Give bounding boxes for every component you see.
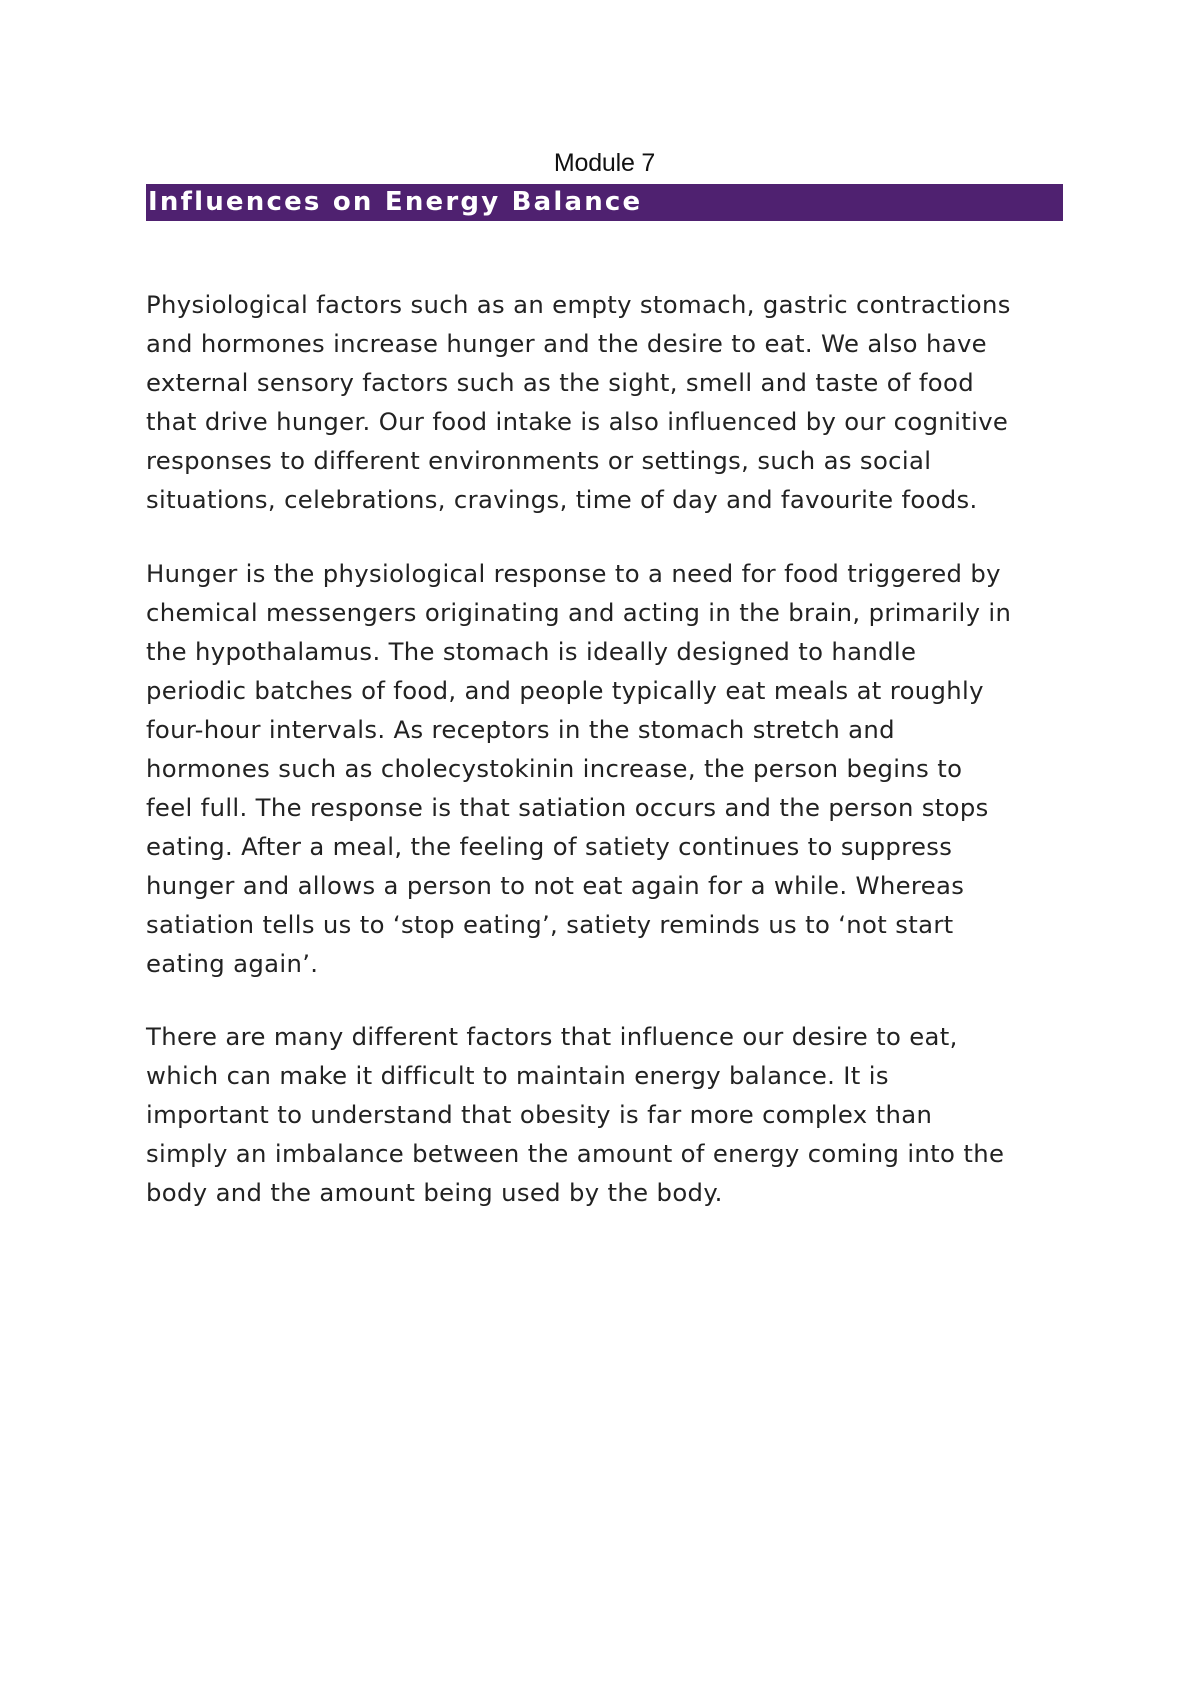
paragraph-line: Physiological factors such as an empty stomach, gastric contractions (146, 290, 1011, 319)
paragraph-line: important to understand that obesity is far more complex than (146, 1100, 933, 1129)
paragraph-line: the hypothalamus. The stomach is ideally designed to handle (146, 637, 917, 666)
paragraph-line: four-hour intervals. As receptors in the stomach stretch and (146, 715, 895, 744)
paragraph-line: body and the amount being used by the body. (146, 1178, 723, 1207)
page-title: Influences on Energy Balance (148, 187, 643, 217)
paragraph-3 (146, 1017, 1076, 1212)
paragraph-line: periodic batches of food, and people typically eat meals at roughly (146, 676, 984, 705)
paragraph-line: simply an imbalance between the amount of energy coming into the (146, 1139, 1005, 1168)
paragraph-line: satiation tells us to ‘stop eating’, satiety reminds us to ‘not start (146, 910, 954, 939)
paragraph-line: that drive hunger. Our food intake is also influenced by our cognitive (146, 407, 1009, 436)
paragraph-line: Hunger is the physiological response to a need for food triggered by (146, 559, 1001, 588)
paragraph-line: feel full. The response is that satiation occurs and the person stops (146, 793, 989, 822)
paragraph-line: which can make it difficult to maintain energy balance. It is (146, 1061, 889, 1090)
paragraph-1 (146, 285, 1076, 519)
title-bar (146, 184, 1063, 221)
paragraph-line: eating again’. (146, 949, 319, 978)
paragraph-line: There are many different factors that influence our desire to eat, (146, 1022, 958, 1051)
paragraph-2 (146, 554, 1076, 983)
paragraph-line: situations, celebrations, cravings, time of day and favourite foods. (146, 485, 978, 514)
paragraph-line: hormones such as cholecystokinin increase, the person begins to (146, 754, 963, 783)
paragraph-line: chemical messengers originating and acting in the brain, primarily in (146, 598, 1012, 627)
paragraph-line: hunger and allows a person to not eat again for a while. Whereas (146, 871, 965, 900)
paragraph-line: external sensory factors such as the sight, smell and taste of food (146, 368, 974, 397)
module-label: Module 7 (553, 149, 656, 177)
paragraph-line: eating. After a meal, the feeling of satiety continues to suppress (146, 832, 953, 861)
paragraph-line: responses to different environments or settings, such as social (146, 446, 932, 475)
paragraph-line: and hormones increase hunger and the desire to eat. We also have (146, 329, 987, 358)
